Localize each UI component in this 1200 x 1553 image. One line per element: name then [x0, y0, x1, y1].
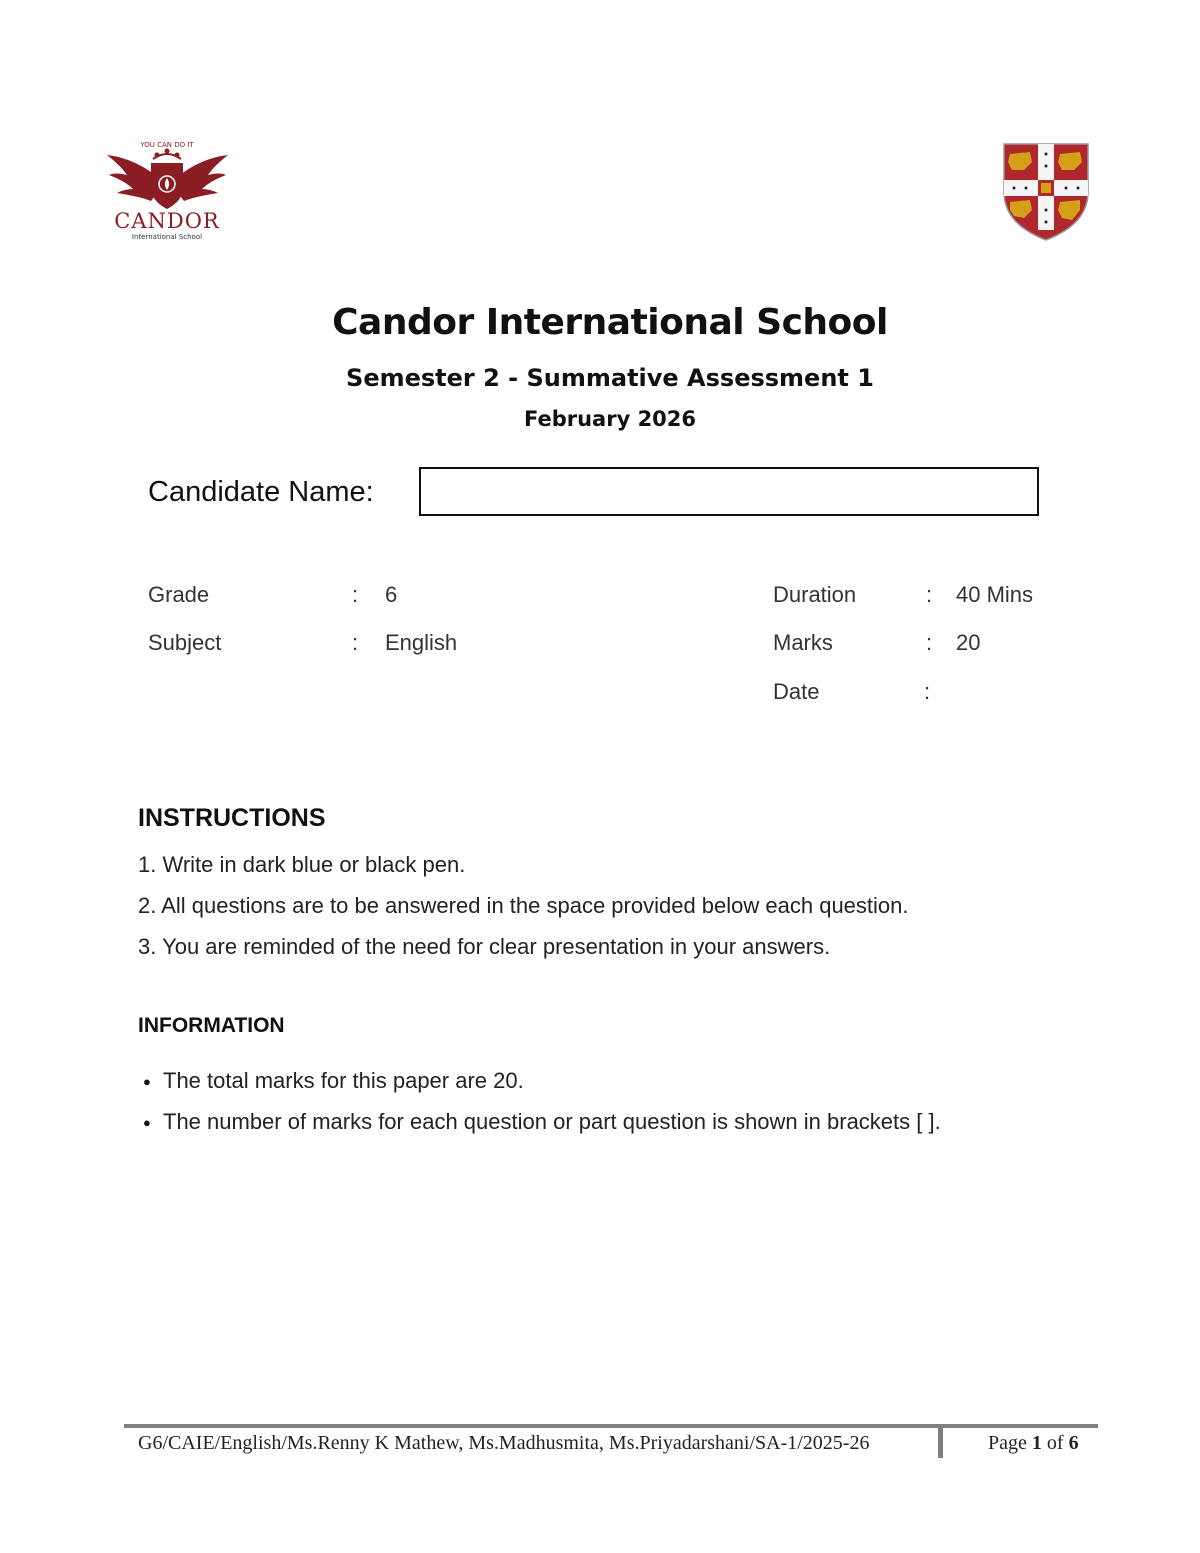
- assessment-title: Semester 2 - Summative Assessment 1: [346, 364, 874, 392]
- instruction-item: 1. Write in dark blue or black pen.: [138, 852, 466, 877]
- subject-value: English: [385, 630, 458, 655]
- page-current: 1: [1031, 1432, 1042, 1454]
- subject-separator: :: [352, 630, 359, 655]
- instruction-item: 2. All questions are to be answered in the space provided below each question.: [138, 893, 909, 918]
- footer-separator: [938, 1428, 943, 1458]
- candor-logo: [105, 135, 230, 245]
- page-number: [988, 1432, 1079, 1455]
- information-item: The number of marks for each question or part question is shown in brackets [ ].: [163, 1109, 941, 1134]
- logo-motto: YOU CAN DO IT: [140, 141, 194, 149]
- candidate-name-field[interactable]: [419, 467, 1039, 516]
- marks-value: 20: [956, 630, 981, 655]
- bullet-icon: ●: [143, 1074, 151, 1089]
- duration-value: 40 Mins: [956, 582, 1034, 607]
- duration-label: Duration: [773, 582, 857, 607]
- marks-separator: :: [926, 630, 933, 655]
- instruction-item: 3. You are reminded of the need for clear presentation in your answers.: [138, 934, 831, 959]
- grade-label: Grade: [148, 582, 210, 607]
- page-total: 6: [1068, 1432, 1079, 1454]
- exam-date: February 2026: [523, 407, 697, 431]
- marks-label: Marks: [773, 630, 833, 655]
- information-heading: INFORMATION: [138, 1014, 285, 1037]
- school-name: Candor International School: [332, 302, 888, 343]
- grade-separator: :: [352, 582, 359, 607]
- grade-value: 6: [385, 582, 398, 607]
- logo-wordmark: CANDOR: [114, 209, 220, 233]
- logo-subtext: International School: [131, 233, 203, 241]
- candidate-name-label: Candidate Name:: [148, 476, 374, 508]
- cambridge-crest-logo: [1000, 140, 1095, 245]
- information-item: The total marks for this paper are 20.: [163, 1068, 524, 1093]
- footer-reference: G6/CAIE/English/Ms.Renny K Mathew, Ms.Madhusmita, Ms.Priyadarshani/SA-1/2025-26: [138, 1432, 870, 1454]
- page-word: Page: [988, 1432, 1027, 1454]
- subject-label: Subject: [148, 630, 222, 655]
- bullet-icon: ●: [143, 1115, 151, 1130]
- date-separator: :: [924, 679, 931, 704]
- duration-separator: :: [926, 582, 933, 607]
- instructions-heading: INSTRUCTIONS: [138, 804, 326, 832]
- of-word: of: [1046, 1432, 1064, 1454]
- footer-rule: [124, 1424, 1098, 1428]
- date-label: Date: [773, 679, 820, 704]
